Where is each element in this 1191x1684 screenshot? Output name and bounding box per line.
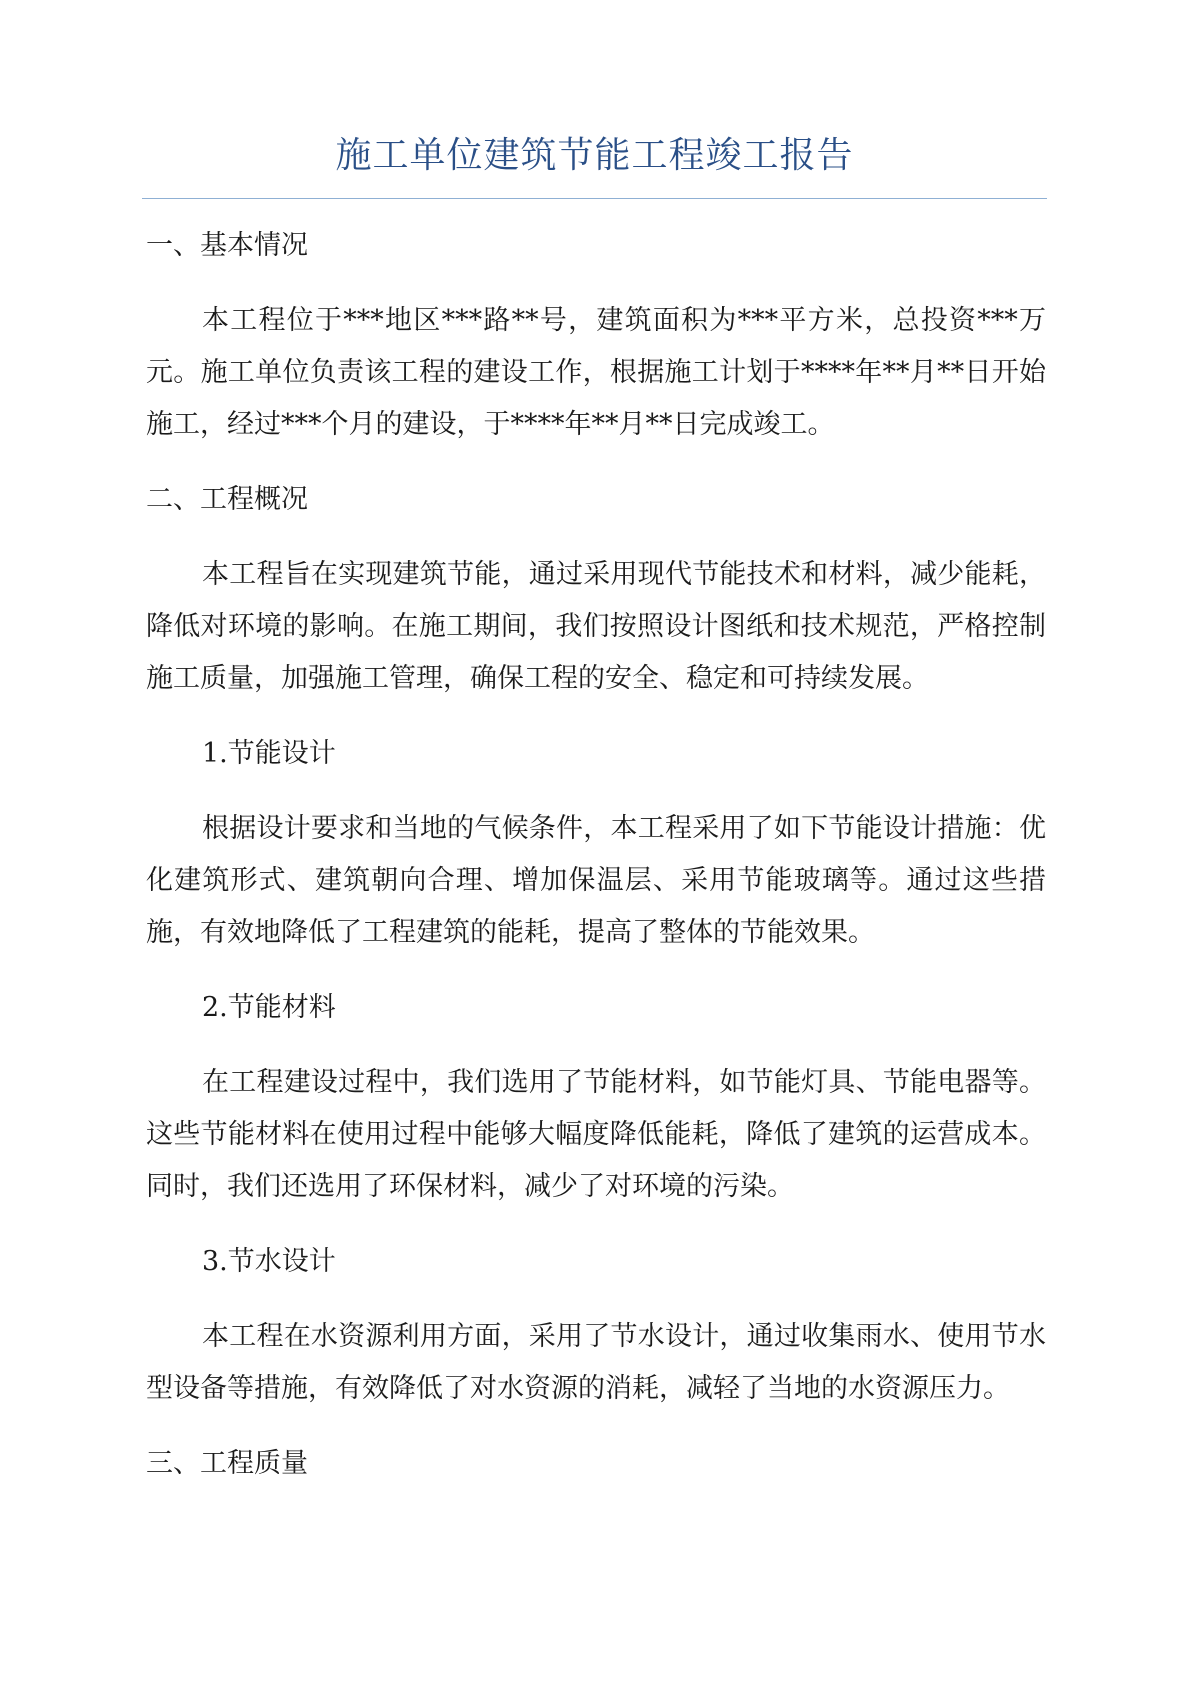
section-paragraph-project-overview: 本工程旨在实现建筑节能，通过采用现代节能技术和材料，减少能耗，降低对环境的影响。在施工期间，我们按照设计图纸和技术规范，严格控制施工质量，加强施工管理，确保工程的安全、稳定和可持续发展。 [146,559,1046,694]
subsection-paragraph-energy-materials: 在工程建设过程中，我们选用了节能材料，如节能灯具、节能电器等。这些节能材料在使用过程中能够大幅度降低能耗，降低了建筑的运营成本。同时，我们还选用了环保材料，减少了对环境的污染。 [146,1067,1046,1202]
section-heading-basic-info: 一、基本情况 [146,230,308,261]
section-heading-project-quality: 三、工程质量 [146,1448,308,1479]
title-underline [142,198,1047,199]
section-heading-project-overview: 二、工程概况 [146,484,308,515]
subsection-heading-water-saving: 3.节水设计 [202,1246,336,1277]
subsection-heading-energy-materials: 2.节能材料 [202,992,336,1023]
section-paragraph-basic-info: 本工程位于***地区***路**号，建筑面积为***平方米，总投资***万元。施工单位负责该工程的建设工作，根据施工计划于****年**月**日开始施工，经过***个月的建设，于****年**月**日完成竣工。 [146,305,1046,440]
subsection-paragraph-energy-design: 根据设计要求和当地的气候条件，本工程采用了如下节能设计措施：优化建筑形式、建筑朝向合理、增加保温层、采用节能玻璃等。通过这些措施，有效地降低了工程建筑的能耗，提高了整体的节能效果。 [146,813,1046,948]
subsection-heading-energy-design: 1.节能设计 [202,738,336,769]
subsection-paragraph-water-saving: 本工程在水资源利用方面，采用了节水设计，通过收集雨水、使用节水型设备等措施，有效降低了对水资源的消耗，减轻了当地的水资源压力。 [146,1321,1046,1404]
document-title: 施工单位建筑节能工程竣工报告 [335,135,854,176]
document-body [146,220,1046,1513]
